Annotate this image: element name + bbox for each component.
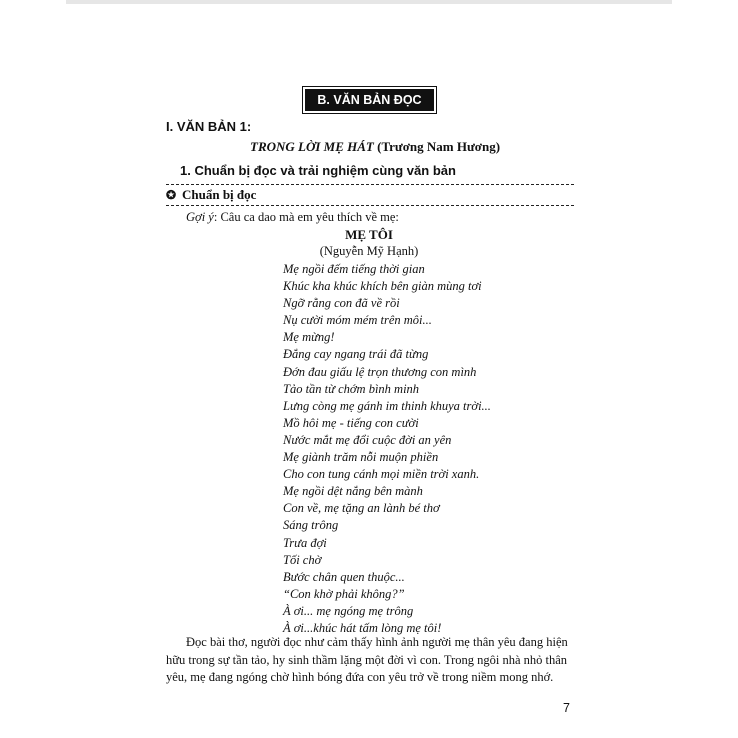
page-top-border [66, 0, 672, 4]
paragraph-line: Đọc bài thơ, người đọc như cảm thấy hình ảnh người mẹ thân yêu đang hiện [186, 635, 568, 649]
poem-line: “Con khờ phải không?” [283, 586, 405, 601]
paragraph-line: hữu trong sự tần tảo, hy sinh thầm lặng một đời vì con. Trong ngôi nhà nhỏ thân [166, 652, 568, 667]
poem-line: Nụ cười móm mém trên môi... [283, 313, 432, 328]
hint-label: Gợi ý [186, 210, 214, 224]
divider-top [166, 184, 574, 185]
star-circle-icon: ✪ [166, 188, 177, 202]
poem-line: Mẹ giành trăm nỗi muộn phiền [283, 450, 439, 465]
text-heading: I. VĂN BẢN 1: [166, 119, 252, 134]
poem-line: Trưa đợi [283, 535, 327, 550]
poem-line: Con về, mẹ tặng an lành bé thơ [283, 501, 440, 516]
poem-line: À ơi... mẹ ngóng mẹ trông [283, 603, 414, 618]
poem-line: Nước mắt mẹ đổi cuộc đời an yên [283, 432, 452, 447]
commentary-paragraph [166, 634, 574, 687]
poem-line: Mẹ mừng! [283, 330, 335, 345]
text-title: TRONG LỜI MẸ HÁT [250, 139, 374, 154]
poem-line: Tối chờ [283, 552, 322, 567]
section-title: B. VĂN BẢN ĐỌC [305, 89, 434, 111]
poem-line: Đớn đau giấu lệ trọn thương con mình [283, 364, 477, 379]
poem-author: (Nguyễn Mỹ Hạnh) [319, 244, 419, 258]
poem-line: Lưng còng mẹ gánh im thinh khuya trời... [283, 398, 491, 413]
prep-heading [166, 187, 256, 203]
poem-line: À ơi...khúc hát tấm lòng mẹ tôi! [283, 620, 442, 635]
poem-line: Mẹ ngồi đếm tiếng thời gian [283, 262, 425, 276]
page-number: 7 [563, 701, 570, 715]
poem-line: Khúc kha khúc khích bên giàn mùng tơi [283, 279, 482, 294]
poem-line: Mẹ ngồi dệt nắng bên mành [283, 484, 423, 499]
poem-line: Ngỡ rằng con đã về rồi [283, 296, 400, 311]
poem-line: Bước chân quen thuộc... [283, 569, 405, 584]
text-title-line [250, 139, 500, 155]
poem-line: Tảo tần từ chớm bình minh [283, 381, 420, 396]
poem-title: MẸ TÔI [345, 227, 393, 242]
poem-line: Sáng trông [283, 518, 339, 533]
prep-label: Chuẩn bị đọc [182, 187, 257, 202]
hint-line [186, 210, 399, 225]
poem-line: Đắng cay ngang trái đã từng [283, 347, 429, 362]
hint-text: : Câu ca dao mà em yêu thích về mẹ: [213, 210, 399, 224]
divider-bottom [166, 205, 574, 206]
poem-body [283, 261, 491, 637]
poem-line: Cho con tung cánh mọi miền trời xanh. [283, 467, 480, 482]
text-author: (Trương Nam Hương) [377, 139, 501, 154]
poem-line: Mồ hôi mẹ - tiếng con cười [283, 415, 419, 430]
subsection-heading: 1. Chuẩn bị đọc và trải nghiệm cùng văn bản [180, 163, 456, 178]
paragraph-line: yêu, mẹ đang ngóng chờ hình bóng đứa con yêu trở về trong niềm mong nhớ. [166, 670, 554, 684]
